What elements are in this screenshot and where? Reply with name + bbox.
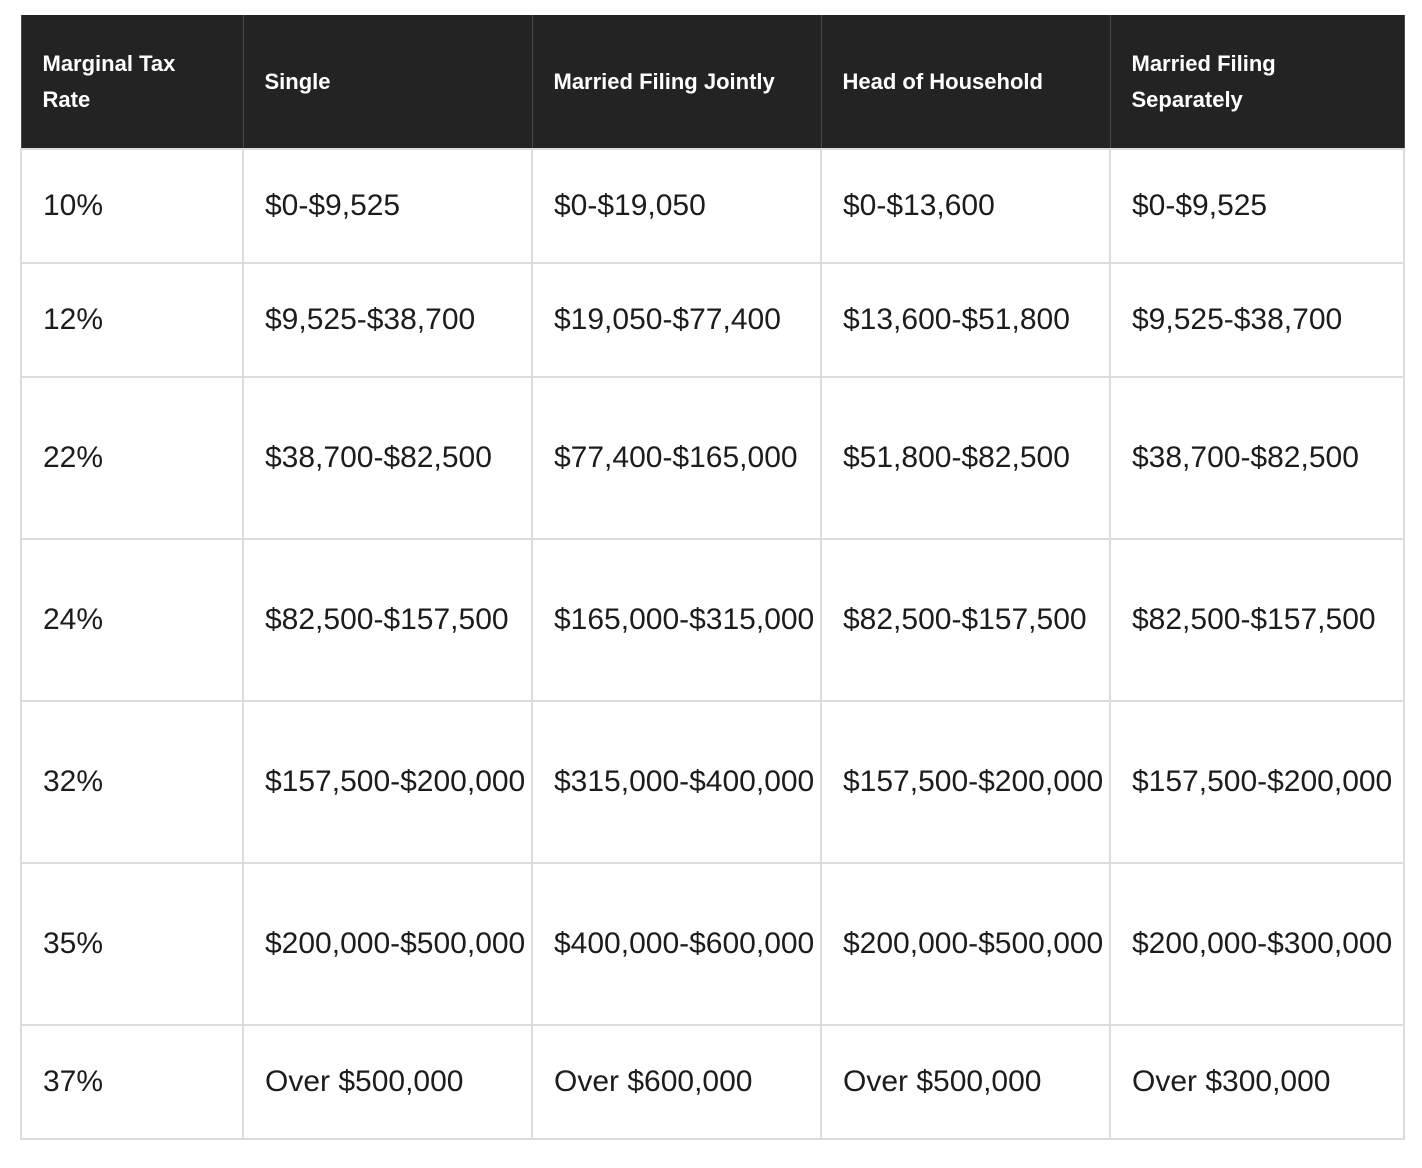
hoh-cell: $0-$13,600 (821, 149, 1110, 263)
hoh-cell: $200,000-$500,000 (821, 863, 1110, 1025)
rate-cell: 24% (21, 539, 243, 701)
rate-cell: 22% (21, 377, 243, 539)
table-row (21, 863, 1404, 1025)
single-cell: $157,500-$200,000 (243, 701, 532, 863)
rate-cell: 10% (21, 149, 243, 263)
hoh-cell: $51,800-$82,500 (821, 377, 1110, 539)
hoh-cell: Over $500,000 (821, 1025, 1110, 1139)
mfj-cell: $165,000-$315,000 (532, 539, 821, 701)
header-single: Single (243, 15, 532, 149)
tax-bracket-table (20, 15, 1405, 1140)
rate-cell: 37% (21, 1025, 243, 1139)
mfs-cell: $82,500-$157,500 (1110, 539, 1404, 701)
header-head-of-household: Head of Household (821, 15, 1110, 149)
header-marginal-tax-rate: Marginal Tax Rate (21, 15, 243, 149)
mfs-cell: $157,500-$200,000 (1110, 701, 1404, 863)
mfs-cell: $9,525-$38,700 (1110, 263, 1404, 377)
hoh-cell: $157,500-$200,000 (821, 701, 1110, 863)
table-row (21, 149, 1404, 263)
table-row (21, 1025, 1404, 1139)
hoh-cell: $13,600-$51,800 (821, 263, 1110, 377)
table-header-row (21, 15, 1404, 149)
rate-cell: 32% (21, 701, 243, 863)
mfs-cell: $38,700-$82,500 (1110, 377, 1404, 539)
single-cell: $38,700-$82,500 (243, 377, 532, 539)
single-cell: $82,500-$157,500 (243, 539, 532, 701)
mfs-cell: $0-$9,525 (1110, 149, 1404, 263)
single-cell: $200,000-$500,000 (243, 863, 532, 1025)
header-married-filing-separately: Married Filing Separately (1110, 15, 1404, 149)
table-row (21, 377, 1404, 539)
table-row (21, 701, 1404, 863)
table-row (21, 539, 1404, 701)
header-married-filing-jointly: Married Filing Jointly (532, 15, 821, 149)
mfs-cell: $200,000-$300,000 (1110, 863, 1404, 1025)
mfj-cell: Over $600,000 (532, 1025, 821, 1139)
rate-cell: 35% (21, 863, 243, 1025)
single-cell: $9,525-$38,700 (243, 263, 532, 377)
rate-cell: 12% (21, 263, 243, 377)
table-row (21, 263, 1404, 377)
mfj-cell: $315,000-$400,000 (532, 701, 821, 863)
mfj-cell: $0-$19,050 (532, 149, 821, 263)
hoh-cell: $82,500-$157,500 (821, 539, 1110, 701)
mfj-cell: $400,000-$600,000 (532, 863, 821, 1025)
single-cell: $0-$9,525 (243, 149, 532, 263)
single-cell: Over $500,000 (243, 1025, 532, 1139)
mfj-cell: $77,400-$165,000 (532, 377, 821, 539)
mfs-cell: Over $300,000 (1110, 1025, 1404, 1139)
mfj-cell: $19,050-$77,400 (532, 263, 821, 377)
